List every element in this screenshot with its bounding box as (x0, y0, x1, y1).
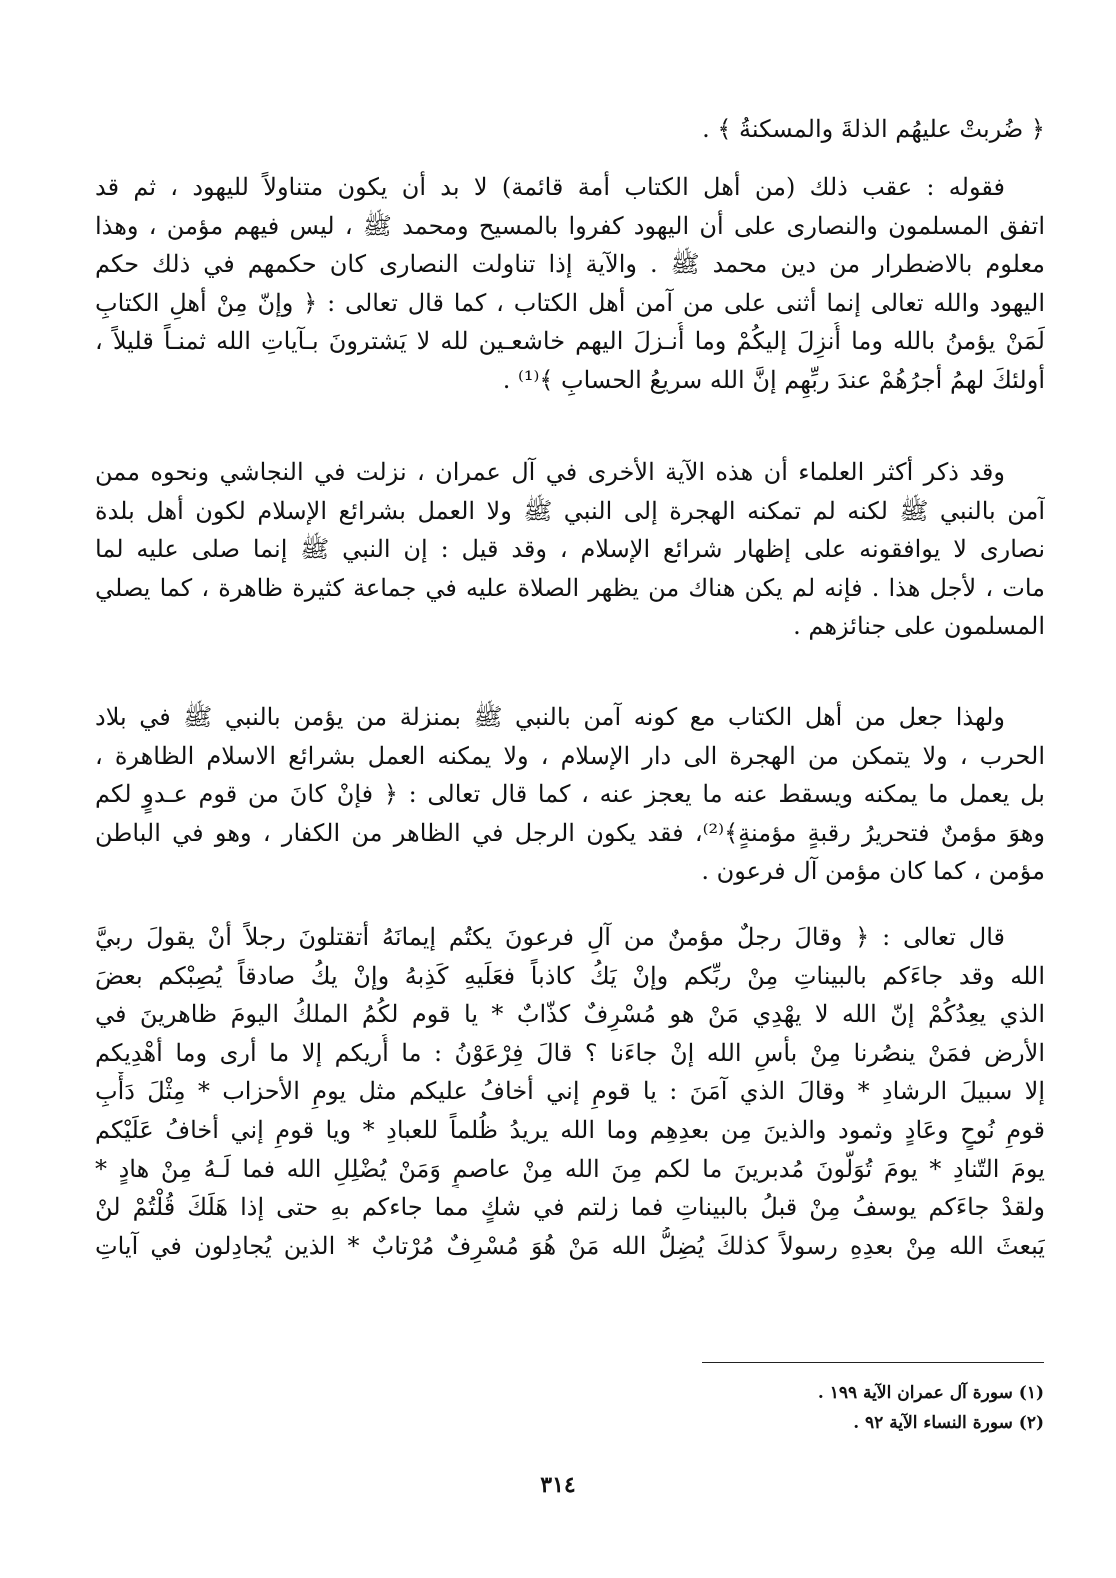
text-line: معلوم بالاضطرار من دين محمد ﷺ . والآية إذا تناولت النصارى كان حكمهم في ذلك حكم (95, 250, 1045, 279)
text-line: وقد ذكر أكثر العلماء أن هذه الآية الأخرى في آل عمران ، نزلت في النجاشي ونحوه ممن (95, 458, 1005, 486)
text-line: نصارى لا يوافقونه على إظهار شرائع الإسلام ، وقد قيل : إن النبي ﷺ إنما صلى عليه لما (95, 535, 1045, 564)
text-line: ولهذا جعل من أهل الكتاب مع كونه آمن بالنبي ﷺ بمنزلة من يؤمن بالنبي ﷺ في بلاد (95, 703, 1005, 731)
text-line: لَمَنْ يؤمنُ بالله وما أُنزِلَ إليكُمْ وما أُنـزلَ اليهم خاشعـين لله لا يَشترونَ بـآياتِ الله ثمنـاً قليلاً ، (95, 327, 1045, 356)
page-number: ٣١٤ (540, 1472, 576, 1498)
text-line: مات ، لأجل هذا . فإنه لم يكن هناك من يظهر الصلاة عليه في جماعة كثيرة ظاهرة ، كما يصلي (95, 573, 1045, 602)
paragraph-4 (95, 698, 1045, 891)
text-line: ولقدْ جاءَكم يوسفُ مِنْ قبلُ بالبيناتِ فما زلتم في شكٍ مما جاءكم بهِ حتى إذا هَلَكَ قُلْتُمْ لنْ (95, 1193, 1045, 1222)
text-line: الحرب ، ولا يتمكن من الهجرة الى دار الإسلام ، ولا يمكنه العمل بشرائع الاسلام الظاهرة ، (95, 741, 1045, 770)
text-line: يَبعثَ الله مِنْ بعدِهِ رسولاً كذلكَ يُضِلُّ الله مَنْ هُوَ مُسْرِفٌ مُرْتابٌ * الذين يُجادِلون في آياتِ (95, 1231, 1045, 1260)
text-line: يومَ التّنادِ * يومَ تُوَلّونَ مُدبرينَ ما لكم مِنَ الله مِنْ عاصمٍ وَمَنْ يُضْلِلِ الله فما لَـهُ مِنْ هادٍ * (95, 1154, 1045, 1183)
text-line: الله وقد جاءَكم بالبيناتِ مِنْ ربِّكم وإنْ يَكُ كاذباً فعَلَيهِ كَذِبهُ وإنْ يكُ صادقاً يُصِبْكم بعضَ (95, 961, 1045, 990)
text-line: اتفق المسلمون والنصارى على أن اليهود كفروا بالمسيح ومحمد ﷺ ، ليس فيهم مؤمن ، وهذا (95, 211, 1045, 240)
text-line: قومِ نُوحٍ وعَادٍ وثمود والذينَ مِن بعدِهِم وما الله يريدُ ظُلماً للعبادِ * ويا قومِ إني أخافُ عَلَيْكم (95, 1115, 1045, 1144)
text-line: المسلمون على جنائزهم . (793, 612, 1045, 641)
footnote-divider (702, 1362, 1044, 1363)
text-line: الأرض فمَنْ ينصُرنا مِنْ بأسِ الله إنْ جاءَنا ؟ قالَ فِرْعَوْنُ : ما أُريكم إلا ما أرى وما أهْدِيكم (95, 1038, 1045, 1067)
text-line: بل يعمل ما يمكنه ويسقط عنه ما يعجز عنه ، كما قال تعالى : ﴿ فإنْ كانَ من قوم عـدوٍ لكم (95, 780, 1045, 809)
text-line: اليهود والله تعالى إنما أثنى على من آمن أهل الكتاب ، كما قال تعالى : ﴿ وإنّ مِنْ أهلِ الكتابِ (95, 288, 1045, 317)
paragraph-3 (95, 453, 1045, 646)
footnotes (600, 1378, 1044, 1438)
footnote-2: (٢) سورة النساء الآية ٩٢ . (853, 1413, 1044, 1433)
text-line: وهوَ مؤمنٌ فتحريرُ رقبةٍ مؤمنةٍ﴾⁽²⁾، فقد يكون الرجل في الظاهر من الكفار ، وهو في الباطن (95, 818, 1045, 847)
paragraph-2 (95, 168, 1045, 400)
text-line: الذي يعِدُكُمْ إنّ الله لا يهْدِي مَنْ هو مُسْرِفٌ كذّابٌ * يا قوم لكُمُ الملكُ اليومَ ظاهرينَ في (95, 1000, 1045, 1029)
paragraph-1 (95, 110, 1045, 149)
text-line: فقوله : عقب ذلك (من أهل الكتاب أمة قائمة) لا بد أن يكون متناولاً لليهود ، ثم قد (95, 173, 1005, 201)
text-line: آمن بالنبي ﷺ لكنه لم تمكنه الهجرة إلى النبي ﷺ ولا العمل بشرائع الإسلام لكون أهل بلدة (95, 496, 1045, 525)
text-line: أولئكَ لهمُ أجرُهُمْ عندَ ربِّهِم إنَّ الله سريعُ الحسابِ ﴾⁽¹⁾ . (502, 365, 1045, 394)
text-line: إلا سبيلَ الرشادِ * وقالَ الذي آمَنَ : يا قومِ إني أخافُ عليكم مثل يومِ الأحزاب * مِثْلَ دَأْبِ (95, 1077, 1045, 1106)
text-line: قال تعالى : ﴿ وقالَ رجلٌ مؤمنٌ من آلِ فرعونَ يكتُم إيمانَهُ أتقتلونَ رجلاً أنْ يقولَ ربيَّ (95, 923, 1005, 951)
text-line: مؤمن ، كما كان مؤمن آل فرعون . (701, 857, 1045, 886)
text-line: ﴿ ضُربتْ عليهُم الذلةَ والمسكنةُ ﴾ . (702, 115, 1045, 143)
paragraph-5 (95, 918, 1045, 1265)
footnote-1: (١) سورة آل عمران الآية ١٩٩ . (817, 1383, 1044, 1403)
